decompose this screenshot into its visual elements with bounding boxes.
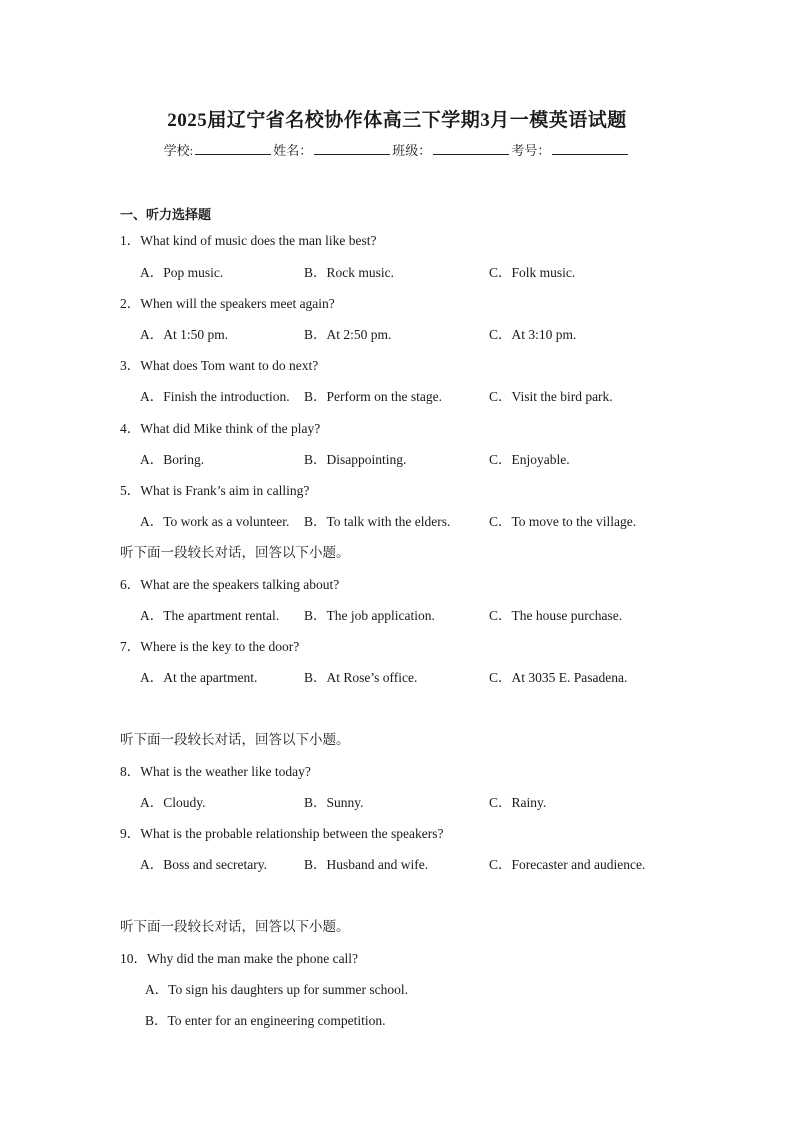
- name-label: 姓名：: [273, 143, 313, 158]
- school-field[interactable]: [195, 142, 271, 155]
- option-b: B．Perform on the stage.: [304, 389, 442, 404]
- option-a: A．Boring.: [140, 452, 205, 467]
- student-info-line: [0, 140, 794, 159]
- exam-no-field[interactable]: [552, 142, 628, 155]
- option-c: C．Rainy.: [489, 795, 547, 810]
- option-c: C．The house purchase.: [489, 608, 623, 623]
- dialogue-instruction: 听下面一段较长对话，回答以下小题。: [120, 732, 350, 747]
- question-stem: 1．What kind of music does the man like best?: [120, 233, 377, 248]
- question-stem: 10．Why did the man make the phone call?: [120, 951, 359, 966]
- question-stem: 6．What are the speakers talking about?: [120, 577, 340, 592]
- option-b: B．Husband and wife.: [304, 857, 429, 872]
- option-c: C．To move to the village.: [489, 514, 637, 529]
- option-c: C．At 3035 E. Pasadena.: [489, 670, 628, 685]
- class-field[interactable]: [433, 142, 509, 155]
- question-stem: 7．Where is the key to the door?: [120, 639, 300, 654]
- option-c: C．Enjoyable.: [489, 452, 570, 467]
- option-b: B．Sunny.: [304, 795, 364, 810]
- option-b: B．Disappointing.: [304, 452, 407, 467]
- option-b: B．Rock music.: [304, 265, 394, 280]
- option-a: A．To work as a volunteer.: [140, 514, 290, 529]
- option-a: A．At the apartment.: [140, 670, 258, 685]
- option-a: A．Cloudy.: [140, 795, 206, 810]
- question-stem: 3．What does Tom want to do next?: [120, 358, 319, 373]
- school-label: 学校:: [163, 143, 194, 158]
- dialogue-instruction: 听下面一段较长对话，回答以下小题。: [120, 545, 350, 560]
- option-b: B．At Rose’s office.: [304, 670, 418, 685]
- option-b: B．At 2:50 pm.: [304, 327, 392, 342]
- question-stem: 5．What is Frank’s aim in calling?: [120, 483, 310, 498]
- exam-no-label: 考号：: [511, 143, 551, 158]
- dialogue-instruction: 听下面一段较长对话，回答以下小题。: [120, 919, 350, 934]
- option-b: B．To talk with the elders.: [304, 514, 451, 529]
- option-b: B．The job application.: [304, 608, 435, 623]
- option-a: A．Boss and secretary.: [140, 857, 267, 872]
- option-a: A．At 1:50 pm.: [140, 327, 229, 342]
- question-stem: 8．What is the weather like today?: [120, 764, 311, 779]
- section-heading: 一、听力选择题: [120, 207, 212, 222]
- question-stem: 2．When will the speakers meet again?: [120, 296, 335, 311]
- option-a: A．Finish the introduction.: [140, 389, 290, 404]
- question-stem: 9．What is the probable relationship between the speakers?: [120, 826, 444, 841]
- option-a: A．Pop music.: [140, 265, 224, 280]
- option-a: A．To sign his daughters up for summer school.: [145, 982, 409, 997]
- option-c: C．Folk music.: [489, 265, 576, 280]
- class-label: 班级：: [392, 143, 432, 158]
- option-c: C．Forecaster and audience.: [489, 857, 646, 872]
- page-title: 2025届辽宁省名校协作体高三下学期3月一模英语试题: [167, 110, 627, 131]
- question-stem: 4．What did Mike think of the play?: [120, 421, 321, 436]
- option-c: C．At 3:10 pm.: [489, 327, 577, 342]
- option-b: B．To enter for an engineering competition.: [145, 1013, 386, 1028]
- option-a: A．The apartment rental.: [140, 608, 280, 623]
- name-field[interactable]: [314, 142, 390, 155]
- option-c: C．Visit the bird park.: [489, 389, 613, 404]
